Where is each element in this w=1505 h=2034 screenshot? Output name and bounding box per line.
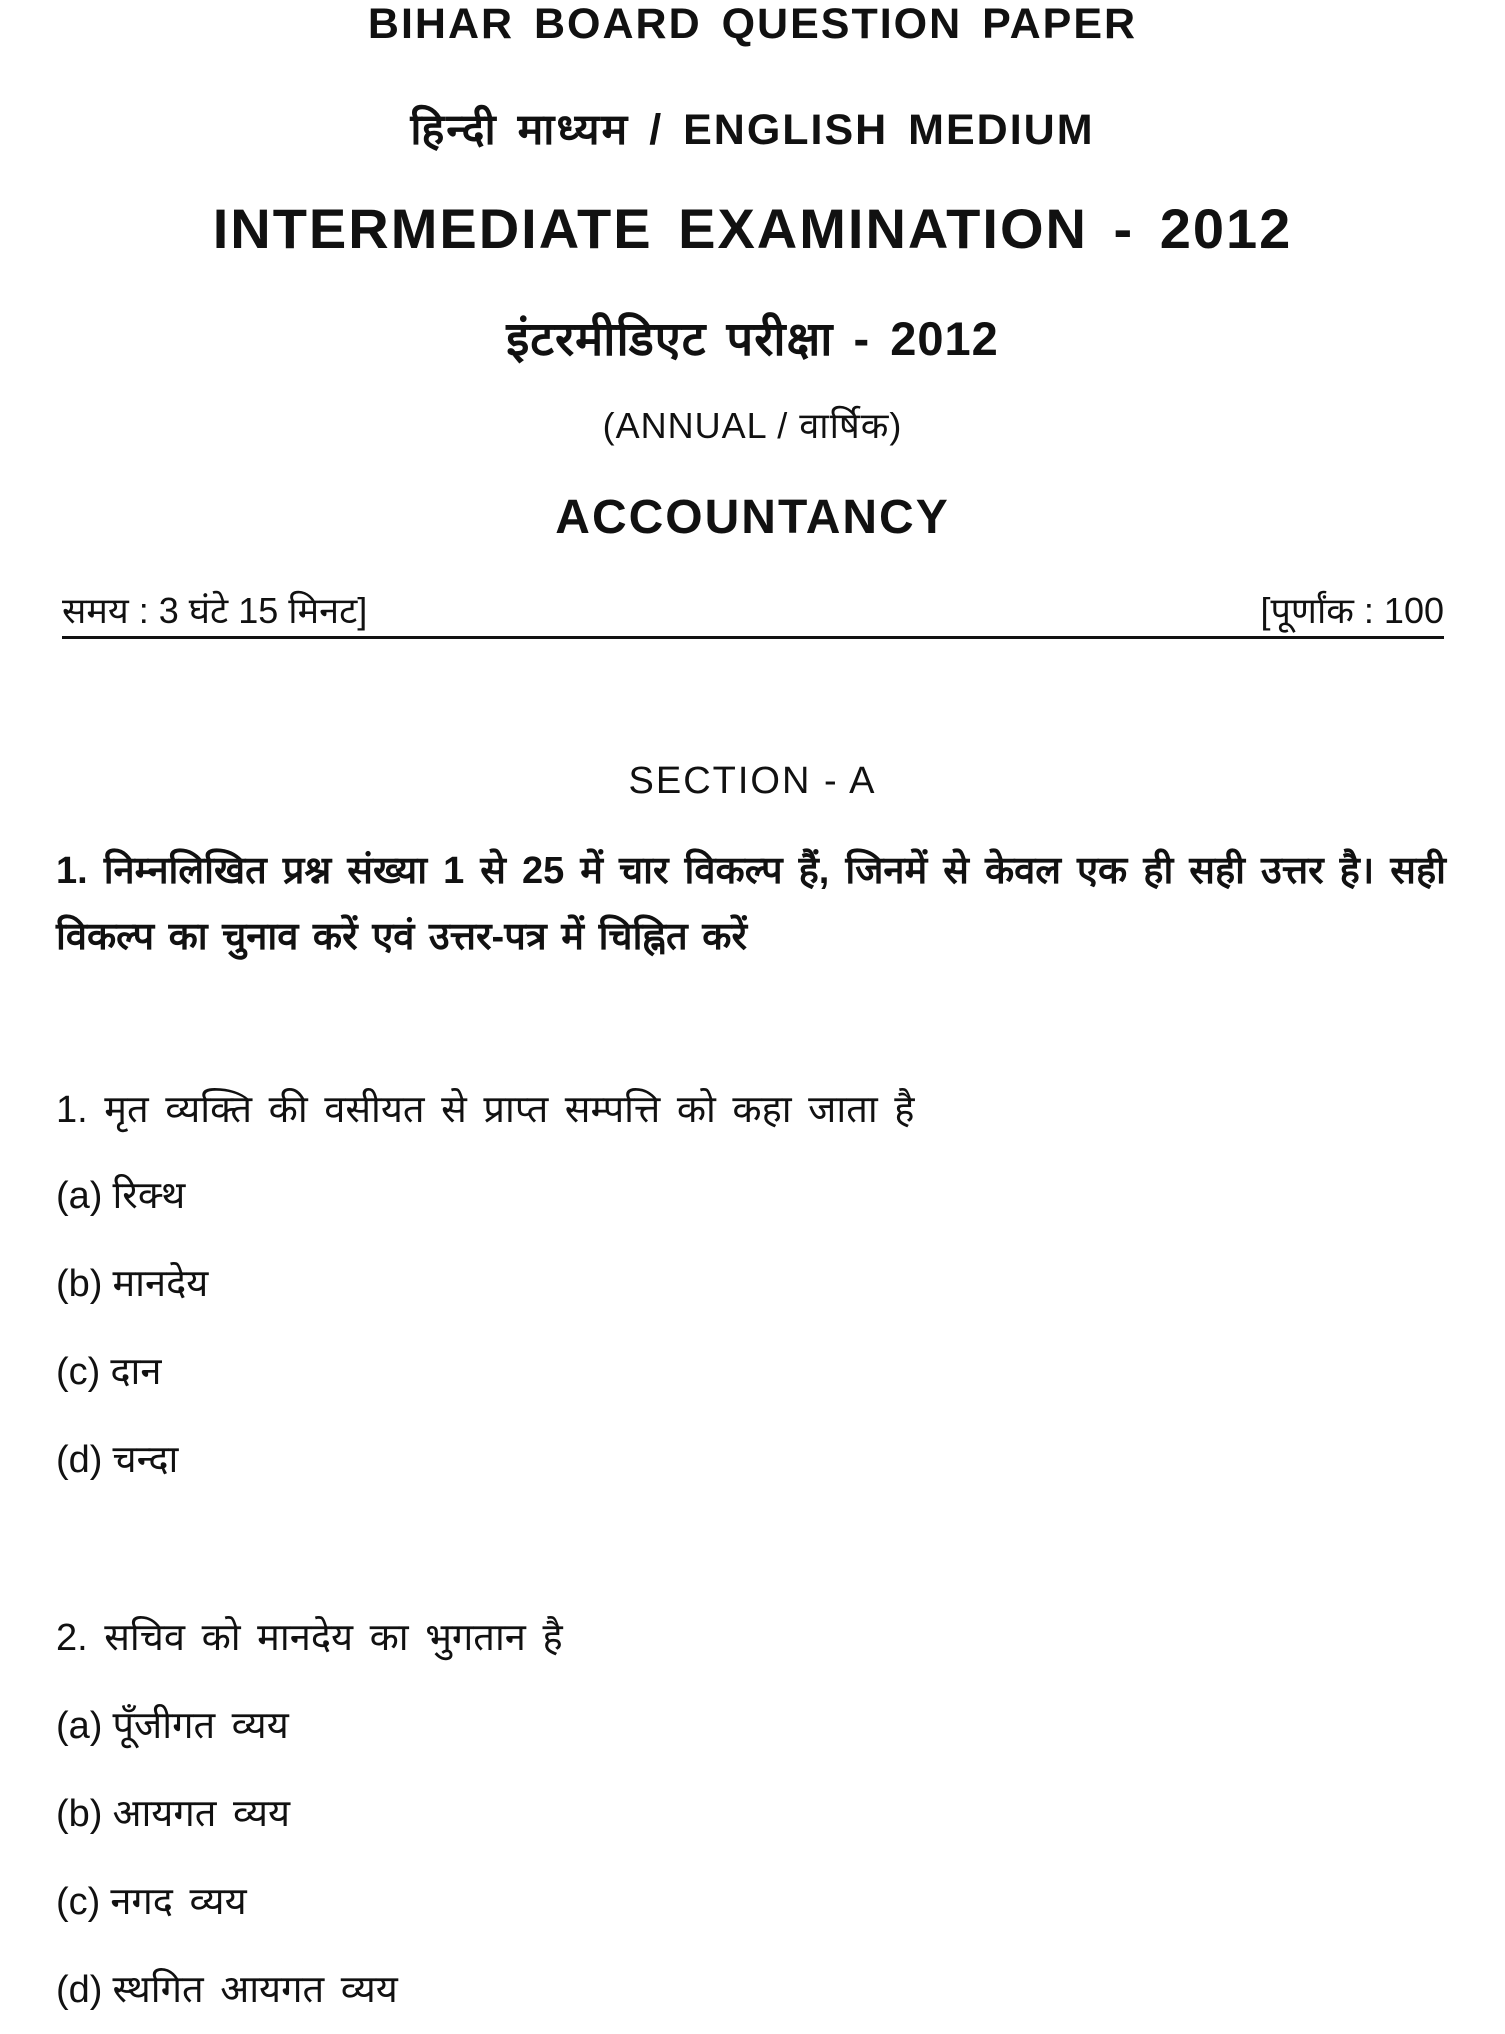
option-b [56, 1786, 290, 1838]
option-text: नगद व्यय [110, 1881, 247, 1923]
subject-title: ACCOUNTANCY [555, 491, 950, 544]
option-a [56, 1168, 185, 1220]
exam-title-hindi: इंटरमीडिएट परीक्षा - 2012 [506, 312, 999, 365]
option-label: (d) [56, 1439, 103, 1481]
section-title: SECTION - A [628, 760, 877, 802]
option-a [56, 1698, 289, 1750]
option-c [56, 1874, 247, 1926]
option-d [56, 1962, 398, 2014]
board-title: BIHAR BOARD QUESTION PAPER [367, 0, 1138, 48]
time-marks-row [62, 586, 1444, 639]
question-text: 1. मृत व्यक्ति की वसीयत से प्राप्त सम्पत्ति को कहा जाता है [56, 1089, 915, 1131]
option-text: स्थगित आयगत व्यय [112, 1969, 398, 2011]
question-text: 2. सचिव को मानदेय का भुगतान है [56, 1617, 563, 1659]
option-text: रिक्थ [112, 1175, 186, 1217]
option-label: (d) [56, 1969, 103, 2011]
option-label: (a) [56, 1175, 103, 1217]
full-marks: [पूर्णांक : 100 [1260, 590, 1444, 631]
option-c [56, 1344, 161, 1396]
session-label: (ANNUAL / वार्षिक) [602, 405, 903, 446]
option-b [56, 1256, 208, 1308]
option-d [56, 1432, 178, 1484]
option-text: आयगत व्यय [112, 1793, 291, 1835]
option-label: (b) [56, 1263, 103, 1305]
medium-title: हिन्दी माध्यम / ENGLISH MEDIUM [410, 106, 1095, 154]
option-text: चन्दा [112, 1439, 179, 1481]
option-label: (b) [56, 1793, 103, 1835]
time-allowed: समय : 3 घंटे 15 मिनट] [62, 590, 368, 631]
option-text: दान [110, 1351, 162, 1393]
option-text: पूँजीगत व्यय [112, 1705, 289, 1747]
section-instruction: 1. निम्नलिखित प्रश्न संख्या 1 से 25 में चार विकल्प हैं, जिनमें से केवल एक ही सही उत्तर है। सही विकल्प का चुनाव करें एवं उत्तर-पत्र में चिह्नित करें [56, 850, 1446, 958]
option-text: मानदेय [112, 1263, 209, 1305]
option-label: (a) [56, 1705, 103, 1747]
option-label: (c) [56, 1881, 101, 1923]
exam-title-english: INTERMEDIATE EXAMINATION - 2012 [212, 197, 1293, 260]
option-label: (c) [56, 1351, 101, 1393]
